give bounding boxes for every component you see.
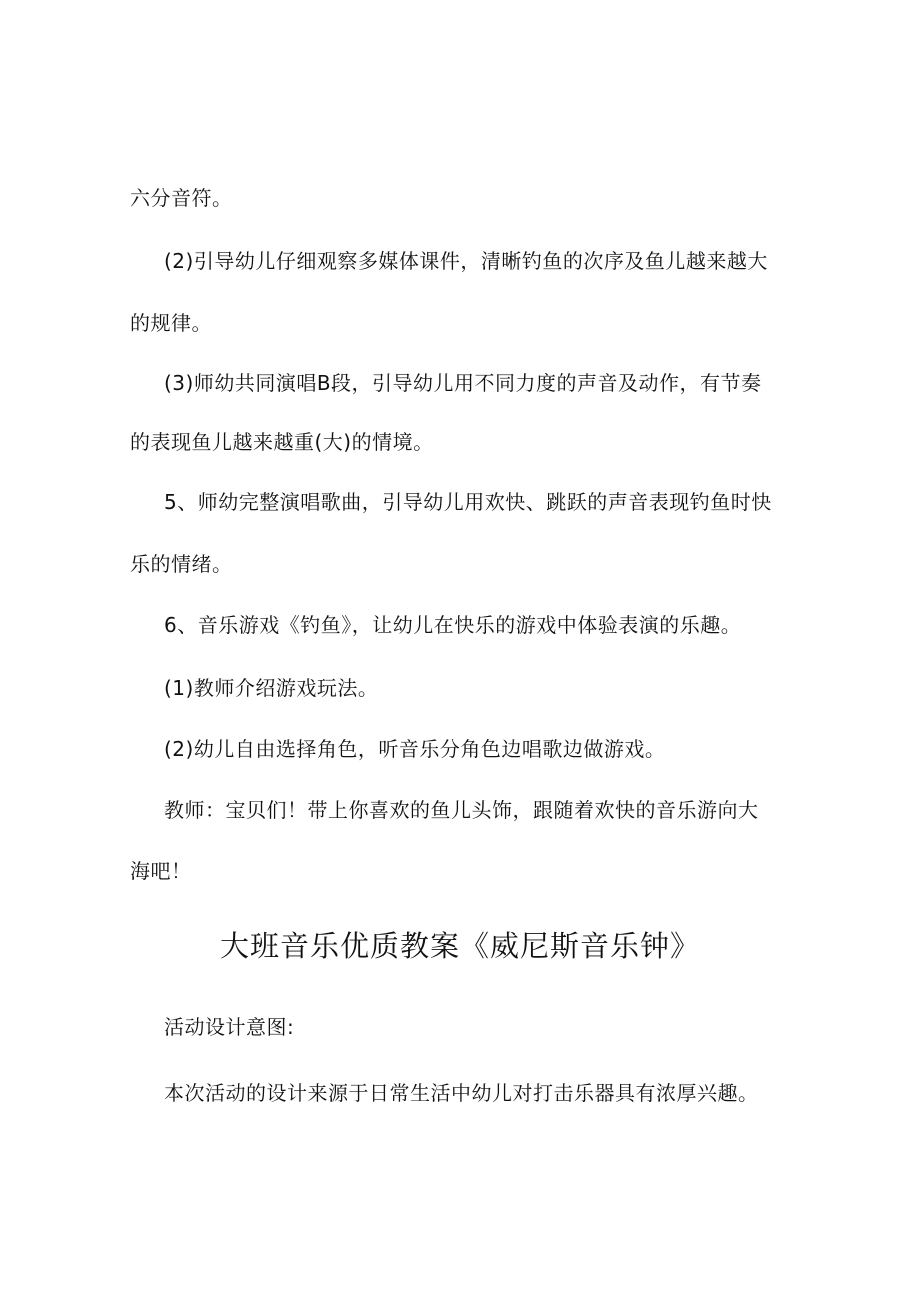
text-line: 本次活动的设计来源于日常生活中幼儿对打击乐器具有浓厚兴趣。: [164, 1081, 759, 1105]
text-line: 6、音乐游戏《钓鱼》，让幼儿在快乐的游戏中体验表演的乐趣。: [164, 613, 742, 637]
text-line: (2)幼儿自由选择角色，听音乐分角色边唱歌边做游戏。: [164, 737, 666, 761]
text-line: 的规律。: [130, 311, 212, 335]
text-line: (3)师幼共同演唱B段，引导幼儿用不同力度的声音及动作，有节奏: [164, 371, 762, 395]
text-line: (2)引导幼儿仔细观察多媒体课件，清晰钓鱼的次序及鱼儿越来越大: [164, 249, 768, 273]
text-line: 的表现鱼儿越来越重(大)的情境。: [130, 430, 434, 454]
text-line: 教师：宝贝们！带上你喜欢的鱼儿头饰，跟随着欢快的音乐游向大: [164, 798, 759, 822]
text-line: (1)教师介绍游戏玩法。: [164, 676, 379, 700]
section-heading: 大班音乐优质教案《威尼斯音乐钟》: [219, 929, 700, 963]
text-line: 乐的情绪。: [130, 552, 233, 576]
text-line: 六分音符。: [130, 186, 233, 210]
text-line: 5、师幼完整演唱歌曲，引导幼儿用欢快、跳跃的声音表现钓鱼时快: [164, 490, 772, 514]
text-line: 活动设计意图:: [164, 1015, 295, 1039]
text-line: 海吧！: [130, 859, 192, 883]
